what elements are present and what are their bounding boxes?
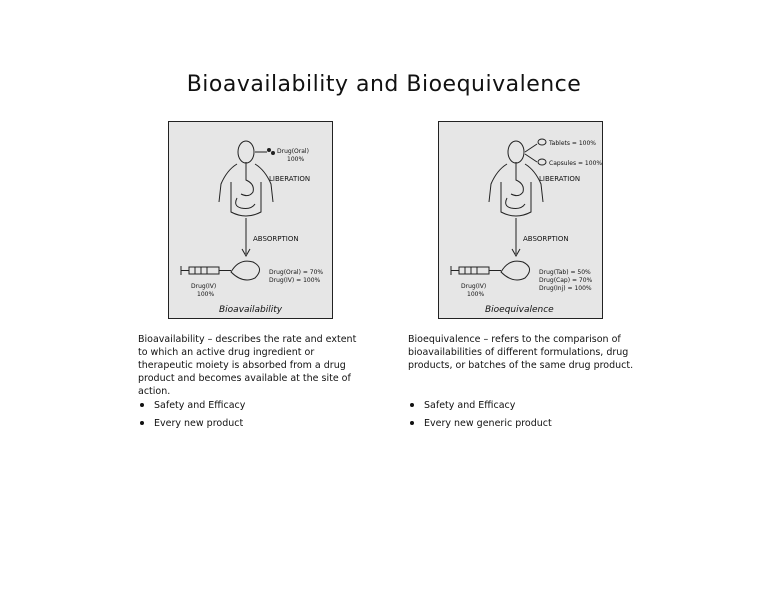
bullet-icon bbox=[410, 403, 414, 407]
drug-iv-pct: 100% bbox=[467, 291, 485, 298]
capsules-label: Capsules = 100% bbox=[549, 160, 603, 167]
bioavailability-bullets bbox=[138, 399, 245, 435]
figure-caption: Bioequivalence bbox=[485, 305, 554, 315]
list-item: Safety and Efficacy bbox=[408, 399, 552, 417]
absorption-label: ABSORPTION bbox=[253, 235, 299, 243]
head-outline bbox=[238, 141, 254, 163]
bioequivalence-diagram bbox=[439, 122, 604, 320]
capsule-icon bbox=[538, 159, 546, 165]
stomach-outline bbox=[241, 162, 253, 196]
drug-iv-label: Drug(IV) bbox=[191, 283, 217, 290]
tablet-icon bbox=[538, 139, 546, 145]
head-outline bbox=[508, 141, 524, 163]
list-item: Safety and Efficacy bbox=[138, 399, 245, 417]
drug-oral-pct: 100% bbox=[287, 156, 305, 163]
liberation-label: LIBERATION bbox=[269, 175, 311, 183]
bioavailability-figure bbox=[168, 121, 333, 319]
list-item: Every new product bbox=[138, 417, 245, 435]
bullet-icon bbox=[410, 421, 414, 425]
drug-oral-label: Drug(Oral) bbox=[277, 148, 309, 155]
drug-iv-pct: 100% bbox=[197, 291, 215, 298]
bioavailability-diagram bbox=[169, 122, 334, 320]
bioequivalence-figure bbox=[438, 121, 603, 319]
bioequivalence-definition: Bioequivalence – refers to the comparison of bioavailabilities of different formulations, drug products, or batches of the same drug product. bbox=[408, 334, 634, 371]
absorption-label: ABSORPTION bbox=[523, 235, 569, 243]
bioavailability-definition: Bioavailability – describes the rate and extent to which an active drug ingredient or therapeutic moiety is absorbed from a drug product and becomes available at the site of action. bbox=[138, 334, 357, 397]
result-oral: Drug(Oral) = 70% bbox=[269, 269, 324, 276]
tablets-label: Tablets = 100% bbox=[549, 140, 596, 147]
stomach-outline bbox=[511, 162, 523, 196]
result-inj: Drug(Inj) = 100% bbox=[539, 285, 592, 292]
syringe-icon bbox=[189, 267, 219, 274]
bullet-icon bbox=[140, 421, 144, 425]
liberation-label: LIBERATION bbox=[539, 175, 581, 183]
result-tab: Drug(Tab) = 50% bbox=[539, 269, 591, 276]
vein-icon bbox=[501, 261, 530, 280]
list-item: Every new generic product bbox=[408, 417, 552, 435]
syringe-icon bbox=[459, 267, 489, 274]
vein-icon bbox=[231, 261, 260, 280]
drug-iv-label: Drug(IV) bbox=[461, 283, 487, 290]
figure-caption: Bioavailability bbox=[219, 305, 283, 315]
result-iv: Drug(IV) = 100% bbox=[269, 277, 321, 284]
bullet-icon bbox=[140, 403, 144, 407]
page-title: Bioavailability and Bioequivalence bbox=[186, 72, 582, 97]
result-cap: Drug(Cap) = 70% bbox=[539, 277, 593, 284]
bioequivalence-bullets bbox=[408, 399, 552, 435]
